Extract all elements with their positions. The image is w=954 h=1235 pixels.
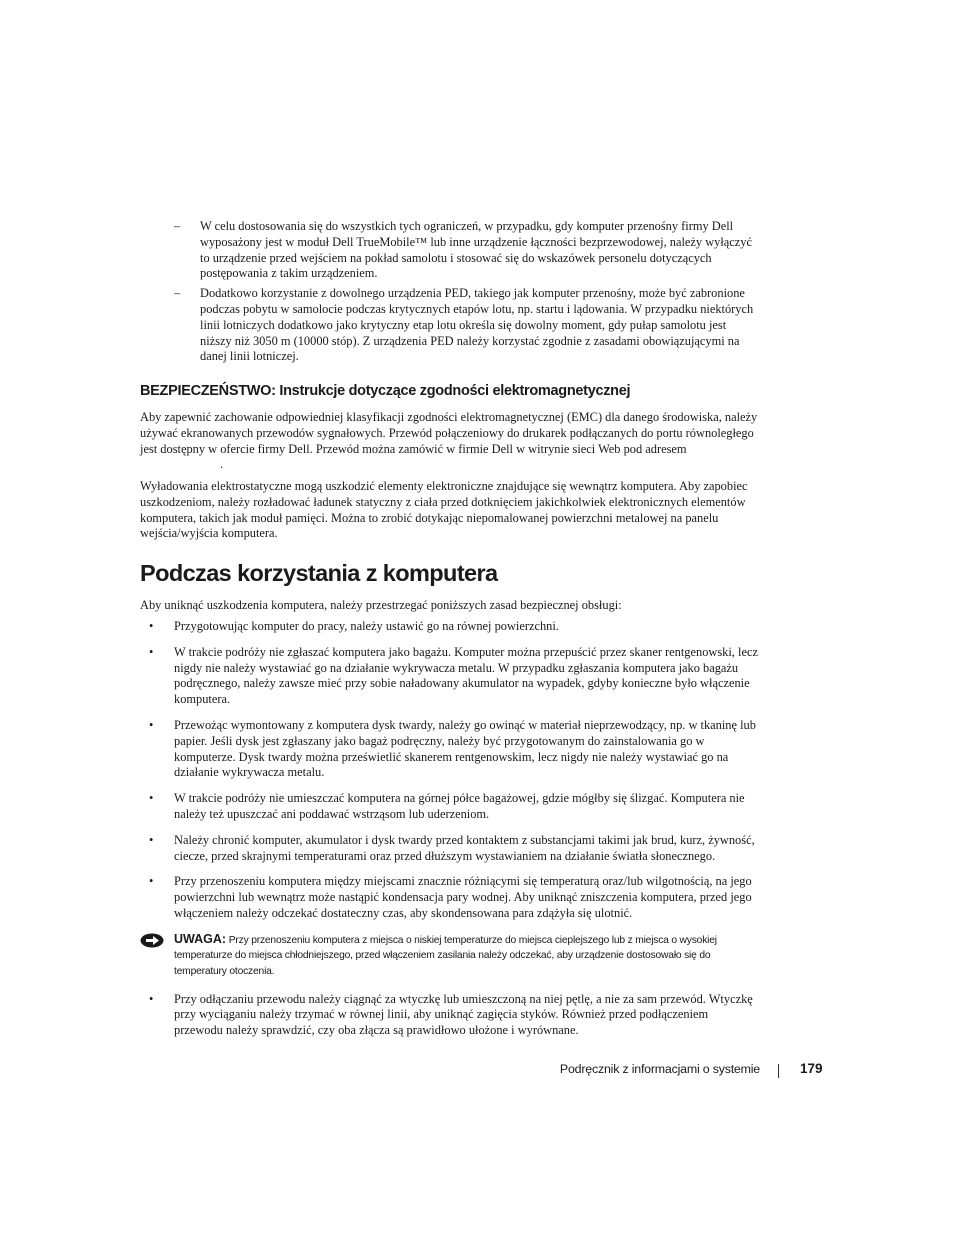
notice-arrow-icon (140, 933, 164, 948)
page-title: Podczas korzystania z komputera (140, 560, 498, 586)
bullet-mark: • (149, 832, 154, 847)
list-item-text: Przy przenoszeniu komputera między miejscami znacznie różniącymi się temperaturą oraz/lub wilgotnością, na jego powierzchni lub wewnątrz może nastąpić kondensacja pary wodnej. Aby uniknąć zniszczenia komputera, przed jego włączeniem należy odczekać dostateczny czas, aby skondensowana para zdążyła się ulotnić. (174, 874, 752, 920)
bullet-mark: • (149, 874, 154, 889)
dash-item (174, 286, 760, 365)
bullet-mark: • (149, 991, 154, 1006)
dash-item-text: W celu dostosowania się do wszystkich tych ograniczeń, w przypadku, gdy komputer przenośny firmy Dell wyposażony jest w moduł Dell TrueMobile™ lub inne urządzenie łączności bezprzewodowej, należy wyłączyć to urządzenie przed wejściem na pokład samolotu i stosować się do wskazówek personelu dotyczących postępowania z takim urządzeniem. (200, 219, 752, 281)
emc-paragraph-text: Aby zapewnić zachowanie odpowiedniej klasyfikacji zgodności elektromagnetycznej (EMC) dla danego środowiska, należy używać ekranowanych przewodów sygnałowych. Przewód połączeniowy do drukarek podłączanych do portu równoległego jest dostępny w ofercie firmy Dell. Przewód można zamówić w firmie Dell w witrynie sieci Web pod adresem (140, 410, 758, 456)
notice-box (146, 932, 760, 980)
dash-mark: – (174, 286, 181, 301)
page-footer (0, 1061, 954, 1081)
bullet-mark: • (149, 644, 154, 659)
list-item (146, 718, 760, 781)
intro-paragraph: Aby uniknąć uszkodzenia komputera, należy przestrzegać poniższych zasad bezpiecznej obsługi: (140, 598, 622, 612)
list-item (146, 645, 760, 708)
list-item (146, 874, 760, 921)
bullet-mark: • (149, 717, 154, 732)
page-number: 179 (800, 1061, 823, 1076)
dash-list (174, 219, 760, 369)
list-item-text: W trakcie podróży nie umieszczać komputera na górnej półce bagażowej, gdzie mógłby się ślizgać. Komputera nie należy też upuszczać ani poddawać wstrząsom lub uderzeniom. (174, 791, 745, 821)
list-item (146, 833, 760, 865)
bullet-mark: • (149, 619, 154, 633)
dash-item-text: Dodatkowo korzystanie z dowolnego urządzenia PED, takiego jak komputer przenośny, może być zabronione podczas pobytu w samolocie podczas krytycznych etapów lotu, np. startu i lądowania. W przypadku niektórych linii lotniczych dodatkowo jako krytyczny etap lotu określa się dowolny moment, gdy pułap samolotu jest niższy niż 3050 m (10000 stóp). Z urządzenia PED należy korzystać zgodnie z zasadami obowiązującymi na danej linii lotniczej. (200, 286, 754, 364)
list-item-text: Przewożąc wymontowany z komputera dysk twardy, należy go owinąć w materiał nieprzewodzący, np. w tkaninę lub papier. Jeśli dysk jest zgłaszany jako bagaż podręczny, należy być przygotowanym do zainstalowania go w komputerze. Dysk twardy można prześwietlić skanerem rentgenowskim, lecz nigdy nie należy wystawiać go na działanie wykrywacza metalu. (174, 717, 756, 780)
emc-heading: BEZPIECZEŃSTWO: Instrukcje dotyczące zgodności elektromagnetycznej (140, 383, 631, 399)
dash-mark: – (174, 219, 181, 233)
list-item (146, 791, 760, 823)
list-item (146, 992, 760, 1039)
esd-paragraph: Wyładowania elektrostatyczne mogą uszkodzić elementy elektroniczne znajdujące się wewnątrz komputera. Aby zapobiec uszkodzeniom, należy rozładować ładunek statyczny z ciała przed dotknięciem jakichkolwiek elektronicznych elementów komputera, takich jak moduł pamięci. Można to zrobić dotykając niepomalowanej powierzchni metalowej na panelu wejścia/wyjścia komputera. (140, 479, 748, 541)
safety-bullet-list (146, 619, 760, 1049)
notice-label: UWAGA: (174, 931, 227, 946)
list-item-text: Należy chronić komputer, akumulator i dysk twardy przed kontaktem z substancjami takimi jak brud, kurz, żywność, ciecze, przed skrajnymi temperaturami oraz przed dłuższym wystawianiem na działanie światła słonecznego. (174, 832, 755, 863)
list-item-text: Przy odłączaniu przewodu należy ciągnąć za wtyczkę lub umieszczoną na niej pętlę, a nie za sam przewód. Wtyczkę przy wyciąganiu należy trzymać w równej linii, aby uniknąć zagięcia styków. Również przed podłączeniem przewodu należy sprawdzić, czy oba złącza są prawidłowo ułożone i wyrównane. (174, 991, 753, 1038)
list-item (146, 619, 760, 635)
footer-title: Podręcznik z informacjami o systemie (559, 1062, 760, 1076)
emc-paragraph (140, 410, 762, 473)
notice-text: Przy przenoszeniu komputera z miejsca o niskiej temperaturze do miejsca cieplejszego lub z miejsca o wysokiej temperaturze do miejsca chłodniejszego, przed włączeniem zasilania należy odczekać, aby urządzenie dostosowało się do temperatury otoczenia. (174, 934, 717, 977)
dash-item (174, 219, 760, 282)
footer-divider (778, 1064, 779, 1078)
list-item-text: Przygotowując komputer do pracy, należy ustawić go na równej powierzchni. (174, 619, 559, 633)
list-item-text: W trakcie podróży nie zgłaszać komputera jako bagażu. Komputer można przepuścić przez skaner rentgenowski, lecz nigdy nie należy wystawiać go na działanie wykrywacza metalu. W przypadku zgłaszania komputera jako bagażu podręcznego, należy zawsze mieć przy sobie naładowany akumulator na wypadek, gdyby konieczne było włączenie komputera. (174, 644, 758, 707)
emc-paragraph-end: . (220, 457, 224, 472)
bullet-mark: • (149, 791, 154, 806)
